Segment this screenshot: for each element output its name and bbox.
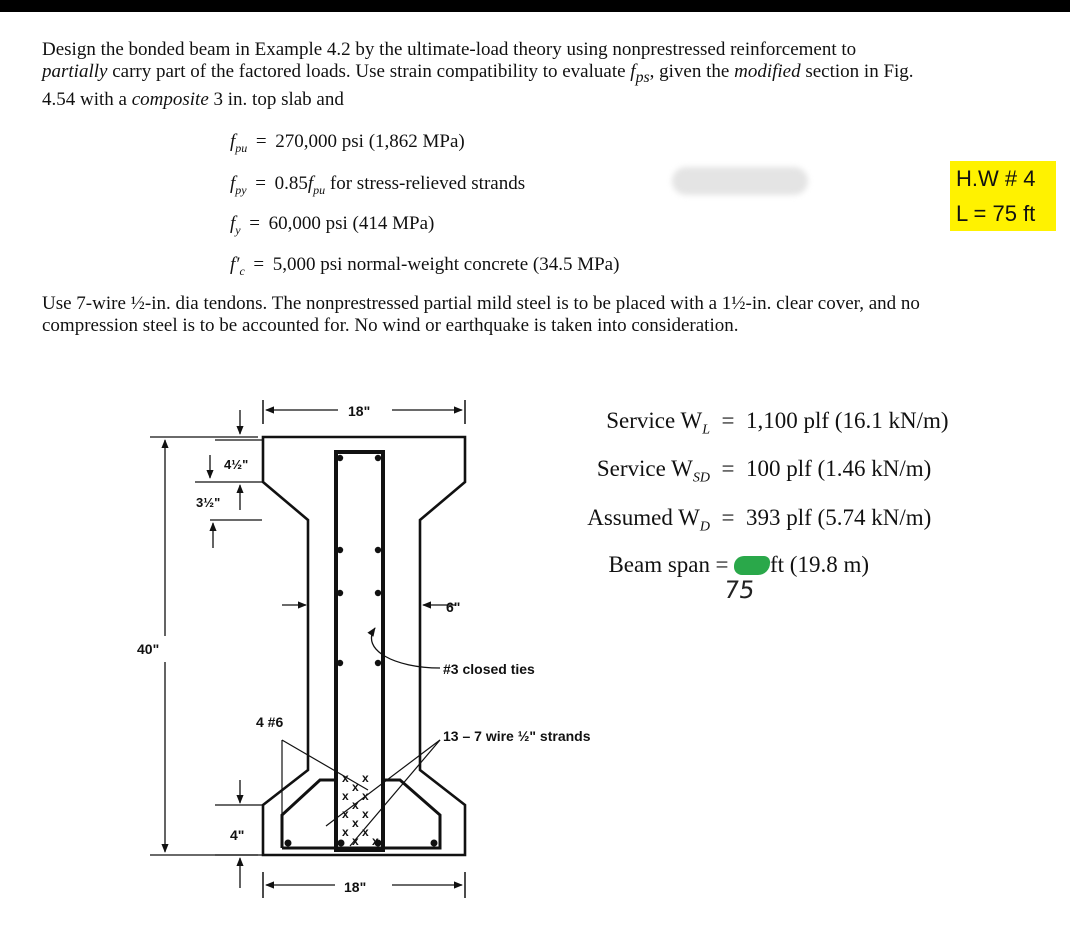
svg-text:x: x bbox=[352, 780, 359, 794]
svg-text:x: x bbox=[342, 807, 349, 821]
equation-fpu: $f_{pu} = 270,000$ psi (1,862 MPa) bbox=[230, 131, 465, 155]
svg-text:x: x bbox=[372, 834, 379, 848]
problem-statement: Design the bonded beam in Example 4.2 by the ultimate-load theory using nonprestressed reinforcement to partially carry part of the factored loads. Use strain compatibility to evaluate $f_{ps}$, given the modified section in Fig. 4.54 with a composite 3 in. top slab and bbox=[42, 39, 914, 110]
span-length-note: L = 75 ft bbox=[956, 201, 1036, 226]
homework-number: H.W # 4 bbox=[956, 166, 1036, 191]
strand-pattern bbox=[342, 771, 379, 848]
svg-text:x: x bbox=[362, 771, 369, 785]
label-top-width: 18" bbox=[348, 403, 371, 419]
svg-text:x: x bbox=[362, 807, 369, 821]
label-bottom-width: 18" bbox=[344, 879, 367, 895]
svg-text:x: x bbox=[352, 834, 359, 848]
label-bottom-flange: 4" bbox=[230, 827, 245, 843]
label-rebar: 4 #6 bbox=[256, 714, 284, 730]
equation-fy: $f_y = 60,000$ psi (414 MPa) bbox=[230, 213, 435, 237]
tendon-statement: Use 7-wire ½-in. dia tendons. The nonprestressed partial mild steel is to be placed with a 1½-in. clear cover, and no compression steel is to be accounted for. No wind or earthquake is taken into consideration. bbox=[42, 293, 920, 336]
svg-text:x: x bbox=[362, 825, 369, 839]
svg-text:x: x bbox=[342, 771, 349, 785]
equation-fpy: $f_{py} = 0.85f_{pu}$ for stress-relieved strands bbox=[230, 173, 526, 197]
svg-text:x: x bbox=[352, 798, 359, 812]
label-haunch: 3½" bbox=[196, 495, 221, 510]
handwritten-span: 75 bbox=[722, 576, 757, 604]
svg-text:x: x bbox=[342, 789, 349, 803]
bottom-hoop bbox=[282, 780, 440, 848]
label-top-flange: 4½" bbox=[224, 457, 249, 472]
svg-text:x: x bbox=[352, 816, 359, 830]
label-ties: #3 closed ties bbox=[443, 661, 535, 677]
load-service-superimposed: Service $W_{SD} = 100$ plf (1.46 kN/m) bbox=[596, 456, 932, 486]
equation-fc: $f'_c = 5,000$ psi normal-weight concrete (34.5 MPa) bbox=[230, 254, 620, 278]
svg-text:x: x bbox=[362, 789, 369, 803]
load-service-live: Service $W_L = 1,100$ plf (16.1 kN/m) bbox=[606, 408, 949, 438]
load-assumed-dead: Assumed $W_D = 393$ plf (5.74 kN/m) bbox=[587, 505, 932, 535]
rebar-leader bbox=[282, 740, 368, 848]
svg-text:x: x bbox=[342, 825, 349, 839]
label-height: 40" bbox=[137, 641, 160, 657]
label-web: 6" bbox=[446, 599, 461, 615]
label-strands: 13 – 7 wire ½" strands bbox=[443, 728, 591, 744]
beam-span: Beam span = ft (19.8 m) bbox=[608, 552, 870, 577]
